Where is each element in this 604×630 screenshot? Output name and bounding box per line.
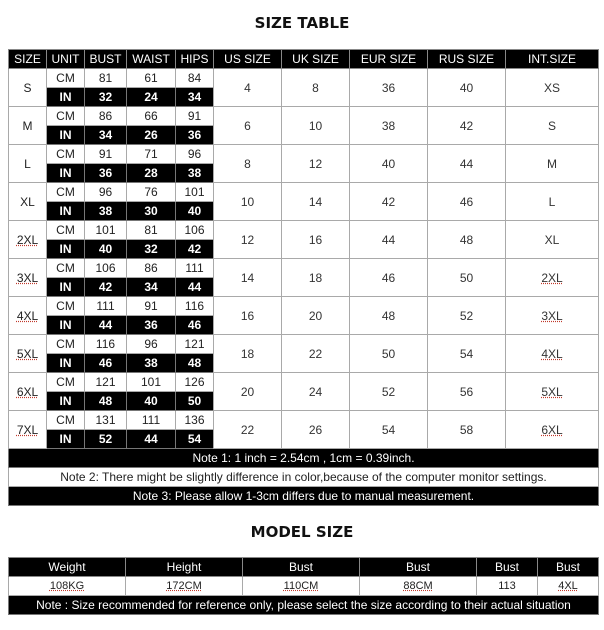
eur-size-cell: 40	[350, 145, 428, 183]
size-header-cell: SIZE	[9, 50, 47, 69]
in-value-cell: 28	[127, 164, 176, 183]
model-value-cell	[360, 577, 477, 596]
in-value-cell: 38	[85, 202, 127, 221]
int-size-cell	[506, 373, 599, 411]
size-header-cell: RUS SIZE	[428, 50, 506, 69]
table-row	[9, 107, 599, 126]
model-size-title: MODEL SIZE	[250, 523, 354, 541]
int-size-cell: XL	[506, 221, 599, 259]
cm-value-cell: 86	[85, 107, 127, 126]
note-row	[9, 449, 599, 468]
unit-cell: CM	[47, 221, 85, 240]
cm-value-cell: 86	[127, 259, 176, 278]
cm-value-cell: 136	[176, 411, 214, 430]
us-size-cell: 8	[214, 145, 282, 183]
in-value-cell: 42	[85, 278, 127, 297]
uk-size-cell: 12	[282, 145, 350, 183]
unit-cell: IN	[47, 316, 85, 335]
uk-size-cell: 10	[282, 107, 350, 145]
cm-value-cell: 106	[85, 259, 127, 278]
uk-size-cell: 14	[282, 183, 350, 221]
in-value-cell: 44	[85, 316, 127, 335]
unit-cell: CM	[47, 335, 85, 354]
rus-size-cell: 44	[428, 145, 506, 183]
rus-size-cell: 40	[428, 69, 506, 107]
int-size-cell-text: 3XL	[541, 308, 563, 323]
size-table-title: SIZE TABLE	[254, 14, 350, 32]
us-size-cell: 14	[214, 259, 282, 297]
note-1: Note 1: 1 inch = 2.54cm , 1cm = 0.39inch.	[9, 449, 599, 468]
size-table	[8, 49, 599, 506]
uk-size-cell: 18	[282, 259, 350, 297]
cm-value-cell: 111	[85, 297, 127, 316]
size-cell-text: 3XL	[16, 270, 39, 285]
in-value-cell: 36	[176, 126, 214, 145]
in-value-cell: 46	[85, 354, 127, 373]
note-2: Note 2: There might be slightly difference in color,because of the computer monitor settings.	[9, 468, 599, 487]
model-header-cell: Weight	[9, 558, 126, 577]
table-row	[9, 297, 599, 316]
size-cell: XL	[9, 183, 47, 221]
in-value-cell: 42	[176, 240, 214, 259]
in-value-cell: 34	[127, 278, 176, 297]
in-value-cell: 50	[176, 392, 214, 411]
size-cell-text: 4XL	[16, 308, 39, 323]
size-header-cell: WAIST	[127, 50, 176, 69]
unit-cell: CM	[47, 107, 85, 126]
table-row	[9, 183, 599, 202]
note-row	[9, 487, 599, 506]
cm-value-cell: 81	[85, 69, 127, 88]
table-row	[9, 411, 599, 430]
unit-cell: CM	[47, 183, 85, 202]
uk-size-cell: 8	[282, 69, 350, 107]
eur-size-cell: 50	[350, 335, 428, 373]
cm-value-cell: 131	[85, 411, 127, 430]
size-cell	[9, 335, 47, 373]
cm-value-cell: 61	[127, 69, 176, 88]
size-header-cell: EUR SIZE	[350, 50, 428, 69]
model-note: Note : Size recommended for reference only, please select the size according to their actual situation	[9, 596, 599, 615]
in-value-cell: 48	[85, 392, 127, 411]
table-row	[9, 69, 599, 88]
unit-cell: CM	[47, 373, 85, 392]
size-header-cell: UK SIZE	[282, 50, 350, 69]
unit-cell: IN	[47, 88, 85, 107]
size-cell-text: 7XL	[16, 422, 39, 437]
int-size-cell-text: 6XL	[541, 422, 563, 437]
us-size-cell: 20	[214, 373, 282, 411]
size-cell	[9, 221, 47, 259]
size-header-cell: BUST	[85, 50, 127, 69]
note-row	[9, 468, 599, 487]
model-value-cell	[243, 577, 360, 596]
in-value-cell: 36	[127, 316, 176, 335]
cm-value-cell: 66	[127, 107, 176, 126]
eur-size-cell: 52	[350, 373, 428, 411]
size-cell	[9, 297, 47, 335]
cm-value-cell: 116	[176, 297, 214, 316]
uk-size-cell: 24	[282, 373, 350, 411]
model-value-cell	[538, 577, 599, 596]
table-row	[9, 145, 599, 164]
eur-size-cell: 38	[350, 107, 428, 145]
in-value-cell: 48	[176, 354, 214, 373]
rus-size-cell: 50	[428, 259, 506, 297]
model-value-cell-text: 172CM	[166, 579, 202, 592]
size-header-cell: HIPS	[176, 50, 214, 69]
model-header-cell: Bust	[477, 558, 538, 577]
rus-size-cell: 56	[428, 373, 506, 411]
rus-size-cell: 54	[428, 335, 506, 373]
unit-cell: CM	[47, 259, 85, 278]
unit-cell: CM	[47, 145, 85, 164]
int-size-cell	[506, 411, 599, 449]
table-row	[9, 373, 599, 392]
size-cell	[9, 259, 47, 297]
us-size-cell: 4	[214, 69, 282, 107]
table-row	[9, 221, 599, 240]
cm-value-cell: 91	[176, 107, 214, 126]
in-value-cell: 30	[127, 202, 176, 221]
cm-value-cell: 111	[176, 259, 214, 278]
unit-cell: CM	[47, 69, 85, 88]
in-value-cell: 52	[85, 430, 127, 449]
int-size-cell-text: 2XL	[541, 270, 563, 285]
size-cell-text: 2XL	[16, 232, 39, 247]
model-value-cell-text: 88CM	[403, 579, 433, 592]
us-size-cell: 22	[214, 411, 282, 449]
eur-size-cell: 44	[350, 221, 428, 259]
in-value-cell: 54	[176, 430, 214, 449]
model-size-header	[9, 558, 599, 577]
int-size-cell	[506, 259, 599, 297]
unit-cell: CM	[47, 297, 85, 316]
model-value-cell-text: 110CM	[283, 579, 319, 592]
note-3: Note 3: Please allow 1-3cm differs due to manual measurement.	[9, 487, 599, 506]
cm-value-cell: 101	[127, 373, 176, 392]
int-size-cell-text: 4XL	[541, 346, 563, 361]
cm-value-cell: 116	[85, 335, 127, 354]
us-size-cell: 18	[214, 335, 282, 373]
uk-size-cell: 26	[282, 411, 350, 449]
unit-cell: IN	[47, 240, 85, 259]
in-value-cell: 32	[85, 88, 127, 107]
in-value-cell: 40	[176, 202, 214, 221]
us-size-cell: 12	[214, 221, 282, 259]
cm-value-cell: 96	[85, 183, 127, 202]
in-value-cell: 24	[127, 88, 176, 107]
cm-value-cell: 111	[127, 411, 176, 430]
unit-cell: IN	[47, 430, 85, 449]
cm-value-cell: 81	[127, 221, 176, 240]
model-size-table	[8, 557, 599, 615]
model-value-cell-text: 4XL	[558, 579, 578, 592]
rus-size-cell: 58	[428, 411, 506, 449]
unit-cell: IN	[47, 392, 85, 411]
model-header-cell: Bust	[538, 558, 599, 577]
cm-value-cell: 126	[176, 373, 214, 392]
in-value-cell: 36	[85, 164, 127, 183]
size-cell: L	[9, 145, 47, 183]
model-value-cell-text: 108KG	[49, 579, 85, 592]
rus-size-cell: 52	[428, 297, 506, 335]
cm-value-cell: 91	[127, 297, 176, 316]
int-size-cell: XS	[506, 69, 599, 107]
model-value-cell	[126, 577, 243, 596]
in-value-cell: 46	[176, 316, 214, 335]
size-cell: M	[9, 107, 47, 145]
size-cell	[9, 411, 47, 449]
eur-size-cell: 36	[350, 69, 428, 107]
model-value-cell	[9, 577, 126, 596]
uk-size-cell: 16	[282, 221, 350, 259]
in-value-cell: 32	[127, 240, 176, 259]
size-table-header	[9, 50, 599, 69]
eur-size-cell: 48	[350, 297, 428, 335]
cm-value-cell: 121	[85, 373, 127, 392]
table-row	[9, 259, 599, 278]
in-value-cell: 44	[127, 430, 176, 449]
size-header-cell: US SIZE	[214, 50, 282, 69]
in-value-cell: 40	[127, 392, 176, 411]
cm-value-cell: 71	[127, 145, 176, 164]
cm-value-cell: 84	[176, 69, 214, 88]
cm-value-cell: 96	[176, 145, 214, 164]
unit-cell: IN	[47, 164, 85, 183]
int-size-cell: L	[506, 183, 599, 221]
cm-value-cell: 101	[176, 183, 214, 202]
model-header-cell: Bust	[360, 558, 477, 577]
model-size-values	[9, 577, 599, 596]
in-value-cell: 26	[127, 126, 176, 145]
eur-size-cell: 54	[350, 411, 428, 449]
size-cell	[9, 373, 47, 411]
unit-cell: IN	[47, 354, 85, 373]
int-size-cell: S	[506, 107, 599, 145]
cm-value-cell: 96	[127, 335, 176, 354]
table-row	[9, 335, 599, 354]
rus-size-cell: 48	[428, 221, 506, 259]
us-size-cell: 16	[214, 297, 282, 335]
in-value-cell: 40	[85, 240, 127, 259]
eur-size-cell: 46	[350, 259, 428, 297]
model-note-row	[9, 596, 599, 615]
eur-size-cell: 42	[350, 183, 428, 221]
cm-value-cell: 101	[85, 221, 127, 240]
model-header-cell: Bust	[243, 558, 360, 577]
int-size-cell: M	[506, 145, 599, 183]
int-size-cell	[506, 335, 599, 373]
int-size-cell-text: 5XL	[541, 384, 563, 399]
uk-size-cell: 22	[282, 335, 350, 373]
unit-cell: IN	[47, 126, 85, 145]
us-size-cell: 10	[214, 183, 282, 221]
rus-size-cell: 42	[428, 107, 506, 145]
cm-value-cell: 121	[176, 335, 214, 354]
cm-value-cell: 76	[127, 183, 176, 202]
in-value-cell: 34	[85, 126, 127, 145]
cm-value-cell: 106	[176, 221, 214, 240]
in-value-cell: 44	[176, 278, 214, 297]
int-size-cell	[506, 297, 599, 335]
in-value-cell: 34	[176, 88, 214, 107]
rus-size-cell: 46	[428, 183, 506, 221]
us-size-cell: 6	[214, 107, 282, 145]
size-header-cell: UNIT	[47, 50, 85, 69]
size-header-cell: INT.SIZE	[506, 50, 599, 69]
unit-cell: IN	[47, 278, 85, 297]
in-value-cell: 38	[176, 164, 214, 183]
in-value-cell: 38	[127, 354, 176, 373]
unit-cell: CM	[47, 411, 85, 430]
size-cell: S	[9, 69, 47, 107]
model-value-cell: 113	[477, 577, 538, 596]
uk-size-cell: 20	[282, 297, 350, 335]
size-cell-text: 6XL	[16, 384, 39, 399]
model-header-cell: Height	[126, 558, 243, 577]
size-cell-text: 5XL	[16, 346, 39, 361]
unit-cell: IN	[47, 202, 85, 221]
cm-value-cell: 91	[85, 145, 127, 164]
